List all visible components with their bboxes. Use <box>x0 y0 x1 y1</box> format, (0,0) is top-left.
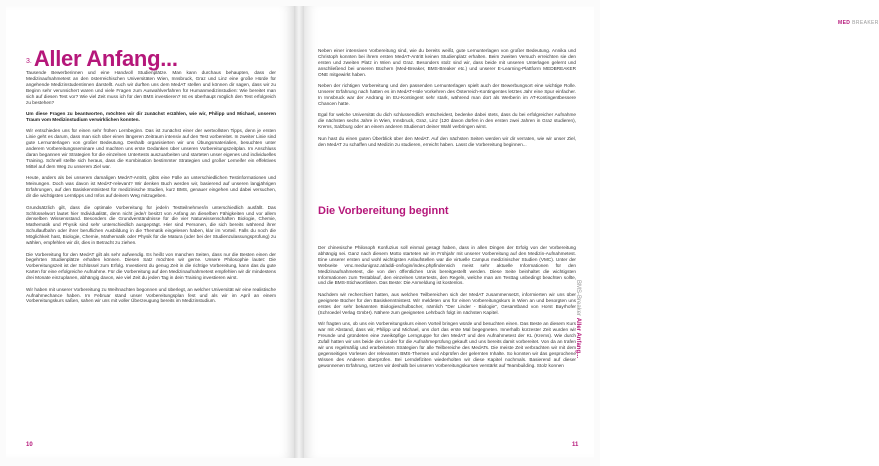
header-section: BREAKER <box>852 20 879 26</box>
left-paragraph-7: Wir haben mit unserer Vorbereitung zu Weihnachten begonnen und überlegt, an welcher Universität wir eine realistische Aufnahmechance haben. Im Februar stand unser Vorbereitungsplan fest und als wir im April an einem Vorbereitungskurs saßen, sahen wir uns mit voller Überzeugung bereits im Medizinstudium. <box>26 286 276 304</box>
chapter-title <box>26 46 178 72</box>
right-paragraph-7: Wir fragten uns, ob uns ein Vorbereitungskurs einen Vorteil bringen würde und besuchten einen. Das Beste an diesem Kurs war mit Abstand, dass wir, Philipp und Michael, uns dort das erste Mal begegneten. Innerhalb kürzester Zeit wurden wir Freunde und gründeten eine zweiköpfige Lerngruppe für den MedAT und den Aufnahmetest der KL (Krems). Wie durch Zufall hatten wir uns beide den Linder für die Aufnahmeprüfung gekauft und uns bereits damit vorbereitet. Von da an trafen wir uns regelmäßig und erarbeiteten Strategien für alle Teilbereiche des MedATs. Die meiste Zeit verbrachten wir mit dem gegenseitigen Vorlesen der relevanten BMS-Themen und Abprüfen der gelernten Inhalte. So konnten wir das gesprochene Wissen des Anderen überprüfen. Bei Lerndefiziten wiederholten wir diese Kapitel nochmals. Basierend auf dieser gewonnenen Erfahrung, setzen wir deshalb bei unseren Vorbereitungskursen verstärkt auf Teambuilding. Stolz konnen <box>318 321 576 368</box>
left-paragraph-4: Heute, anders als bei unserem damaligen MedAT-Antritt, gibts eine Fülle an unterschiedlichen Testinformationen und Meinungen. Doch was davon ist MedAT-relevant? Wir denken Buch werden wir, basierend auf unseren langjährigen Erfahrungen, auf den Basiskenntnistest für medizinische Studien, kurz BMS, genauer eingehen und dabei versuchen, dir die wichtigsten Lerntipps und Infos auf deinem Weg mitzugeben. <box>26 175 276 199</box>
header-brand: MED <box>838 20 851 26</box>
right-text-column-top <box>318 48 576 153</box>
side-tab <box>572 280 584 440</box>
right-paragraph-1: Neben einer intensiven Vorbereitung sind, wie du bereits weißt, gute Lernunterlagen von großer Bedeutung. Annika und Christoph konnten bei ihrem ersten MedAT-Antritt keinen Studienplatz erhalten. Beim zweiten Versuch erreichten sie den ersten und zweiten Platz in Wien und Graz. Besonders stolz sind wir, dass beide mit unseren Unterlagen gelernt und anschließend bei unseren Büchern (Med-Breaker, BMS-Breaker etc.) und unserer E-Learning-Plattform MEDBREAKER ONE mitgewirkt haben. <box>318 48 576 77</box>
right-paragraph-6: Nachdem wir recherchiert hatten, aus welchen Teilbereichen sich der MedAT zusammensetzt, informierten wir uns über geeignete Bücher für den Basiskenntnistest. Wir meldeten uns für einen Vorbereitungskurs in Wien an und besorgten uns erstes der sehr bekannten Biologieschulbücher, nämlich "Der Linder - Biologie", Gesamtband von Horst Bayrhofer (Schroedel Verlag GmbH). Nähere zum geeigneten Lehrbuch folgt im nächsten Kapitel. <box>318 291 576 315</box>
left-paragraph-6: Die Vorbereitung für den MedAT gilt als sehr aufwendig. Es heißt von manchen Seiten, dass nur die Besten einen der begehrten Studienplätze erhalten können. Diesen Satz möchten wir gerne. Unsere Philosophie lautet: Die Vorbereitungszeit ist der Schlüssel zum Erfolg. Investierst du genug Zeit in die richtige Vorbereitung, kann das du gute Karten für eine erfolgreiche Aufnahme. Für die Vorbereitung auf den Medizinaufnahmetest empfehlen wir dir mindestens drei Monate einzuplanen, abhängig davon, wie viel Zeit du jeden Tag in dein Training investieren wirst. <box>26 251 276 281</box>
right-text-column-bottom <box>318 245 576 374</box>
right-paragraph-3: Egal für welche Universität du dich schlussendlich entscheidest, bedenke dabei stets, dass du bei erfolgreicher Aufnahme die nächsten sechs Jahre in Wien, Innsbruck, Graz, Linz (120 davon dürfen in den ersten zwei Jahren in Graz studieren), Krems, Salzburg oder an einem anderen Studienort deiner Wahl verbringen wirst. <box>318 112 576 130</box>
right-paragraph-5: Der chinesische Philosoph Konfuzius soll einmal gesagt haben, dass in allen Dingen der Erfolg von der Vorbereitung abhängig sei. Ganz nach diesem Motto starteten wir im Frühjahr mit unserer Vorbereitung auf den Medizin-Aufnahmetest. Eine unserer ersten und wohl wichtigsten Anlaufstellen war die virtuelle Campus medizinischer Studien (VMC). Unter der Webseite vmc.medunigraz.at/addi-on/login/index.phpfindensich meist sehr aktuelle Informationen für den Medizinaufnahmetest, die von den öffentlichen Unis bereitgestellt werden. Diese Seite beinhaltet die wichtigsten Informationen zum Testablauf, den einzelnen Untertests, den Regeln, welche man am Testtag unbedingt beachten sollte, und die BMS-Stichwortlisten. Das Beste: Die Anmeldung ist kostenlos. <box>318 245 576 286</box>
left-text-column <box>26 70 276 310</box>
chapter-title-text: Aller Anfang... <box>33 46 178 71</box>
page-number-left: 10 <box>26 442 33 448</box>
section-heading: Die Vorbereitung beginnt <box>318 205 449 217</box>
page-number-right: 11 <box>572 442 579 448</box>
left-paragraph-5: Grundsätzlich gilt, dass die optimale Vorbereitung für jede/n Testteilnehmer/in unterschiedlich ausfällt. Das Schlüsselwort lautet hier Individualität, denn nicht jede/r besitzt von Anfang an dieselben Fähigkeiten und vor allem denselben Wissensstand. Besonders die Grundverständnisse für die vier Naturwissenschaften Biologie, Chemie, Mathematik und Physik sind sehr unterschiedlich ausgeprägt. Hier sind Personen, die sich bereits während ihrer Schullaufbahn oder ihrer beruflichen Ausbildung in die Thematik eingelesen haben, klar im Vorteil. Falls du noch die Möglichkeit hast, Biologie, Chemie, Mathematik oder Physik für die Matura (oder bei der Studienzulassungsprüfung) zu wählen, empfehlen wir dir, dies in Betracht zu ziehen. <box>26 204 276 246</box>
left-paragraph-1: Tausende Bewerberinnen und eine Handvoll Studienplätze. Man kann durchaus behaupten, dass der Medizinaufnahmetest an den österreichischen Universitäten Wien, Innsbruck, Graz und Linz eine große Hürde für angehende Medizinstudentinnen darstellt. Auch wir durften uns dem MedAT stellen und können dir sagen, dass wir zu Beginn sehr verunsichert waren und viele Fragen zum Auswahlverfahren für Humanmedizinstudien: Wie bereitet man sich auf diesen Test vor? Wie viel Zeit muss ich für den BMS investieren? Ist es überhaupt möglich den Test erfolgreich zu bestehen? <box>26 70 276 105</box>
chapter-number: 3. <box>26 58 32 66</box>
right-paragraph-4: Nun hast du einen guten Überblick über den MedAT. Auf den nächsten Seiten werden wir dir verraten, wie wir unser Ziel, den MedAT zu schaffen und Medizin zu studieren, erreicht haben. Lasst die Vorbereitung beginnen... <box>318 135 576 147</box>
side-tab-brand: BMS-Breaker <box>575 280 581 317</box>
left-paragraph-2: Um diese Fragen zu beantworten, möchten wir dir zunächst erzählen, wie wir, Philipp und Michael, unseren Traum vom Medizinstudium verwirklichen konnten. <box>26 111 276 122</box>
book-gutter <box>294 6 304 458</box>
running-header <box>838 20 879 26</box>
left-paragraph-3: Wir entschieden uns für einen sehr frühen Lernbeginn. Das ist zunächst einer der wertvollsten Tipps, denn je ersten Linie geht es darum, dass man sich über einen längeren Zeitraum intensiv auf den Test vorbereitet. In zweiter Linie sind gute Lernunterlagen von großer Bedeutung. Deshalb organisierten wir uns Übungsmaterialien, besuchten unter anderem Vorbereitungsseminare und machten uns erste Gedanken über unseren Vorbereitungszeitplan. Im Anschluss daran begannen wir Strategien für die einzelnen Untertests auszuarbeiten und starteten unser eigenes und individuelles Training. Schnell stellte sich heraus, dass die Kombination bestimmter Strategien und großer Lerneifer ein effektives Mittel auf dem Weg zu unserem Ziel war. <box>26 128 276 169</box>
right-paragraph-2: Neben der richtigen Vorbereitung und den passenden Lernunterlagen spielt auch der Bewerbungsort eine wichtige Rolle. Unserer Erfahrung nach hatten es im MedAT-Hüle Vorkehren des Österreich-Kontingentes letztes Jahr eine Spur einfacher. In Innsbruck war der Andrang im EU-Kontingent sehr stark, während man dort als Werberin im AT-Kontingentbessere Chancen hatte. <box>318 83 576 106</box>
side-tab-title: Aller Anfang... <box>575 317 581 359</box>
